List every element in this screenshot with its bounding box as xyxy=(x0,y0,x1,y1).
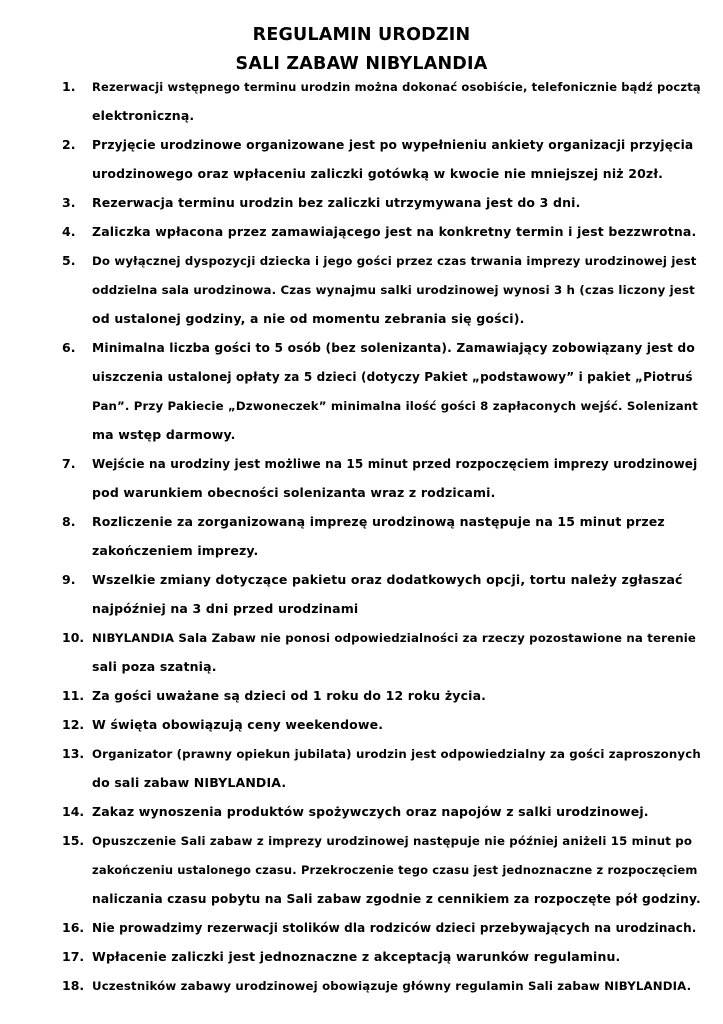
rule-text-line: Uczestników zabawy urodzinowej obowiązuje główny regulamin Sali zabaw NIBYLANDIA. xyxy=(92,979,692,993)
rule-text-line: uiszczenia ustalonej opłaty za 5 dzieci (dotyczy Pakiet „podstawowy” i pakiet „Piotruś xyxy=(92,370,693,384)
rule-number: 18. xyxy=(62,978,85,993)
rule-number: 6. xyxy=(62,340,76,355)
rule-number: 7. xyxy=(62,456,76,471)
rule-number: 3. xyxy=(62,195,76,210)
rule-text-line: najpóźniej na 3 dni przed urodzinami xyxy=(92,601,359,616)
rule-text-line: Za gości uważane są dzieci od 1 roku do 12 roku życia. xyxy=(92,688,487,703)
rule-number: 2. xyxy=(62,137,76,152)
rule-number: 5. xyxy=(62,253,76,268)
rule-number: 15. xyxy=(62,833,85,848)
rule-text-line: zakończeniem imprezy. xyxy=(92,543,259,558)
rule-text-line: od ustalonej godziny, a nie od momentu zebrania się gości). xyxy=(92,311,525,326)
rule-text-line: Zakaz wynoszenia produktów spożywczych oraz napojów z salki urodzinowej. xyxy=(92,804,649,819)
document-title: REGULAMIN URODZIN xyxy=(252,25,471,45)
rule-text-line: naliczania czasu pobytu na Sali zabaw zgodnie z cennikiem za rozpoczęte pół godziny. xyxy=(92,892,701,906)
rule-text-line: Wszelkie zmiany dotyczące pakietu oraz dodatkowych opcji, tortu należy zgłaszać xyxy=(92,572,683,587)
rule-number: 8. xyxy=(62,514,76,529)
rule-text-line: Zaliczka wpłacona przez zamawiającego jest na konkretny termin i jest bezzwrotna. xyxy=(92,224,697,239)
rule-text-line: pod warunkiem obecności solenizanta wraz z rodzicami. xyxy=(92,485,496,500)
rule-number: 10. xyxy=(62,630,85,645)
rule-text-line: Rezerwacji wstępnego terminu urodzin można dokonać osobiście, telefonicznie bądź pocztą xyxy=(92,80,701,94)
rule-text-line: NIBYLANDIA Sala Zabaw nie ponosi odpowiedzialności za rzeczy pozostawione na terenie xyxy=(92,631,697,645)
rule-text-line: Pan”. Przy Pakiecie „Dzwoneczek” minimalna ilość gości 8 zapłaconych wejść. Solenizant xyxy=(92,399,699,413)
document-subtitle: SALI ZABAW NIBYLANDIA xyxy=(235,54,488,74)
rule-number: 14. xyxy=(62,804,85,819)
rule-number: 11. xyxy=(62,688,85,703)
rule-text-line: urodzinowego oraz wpłaceniu zaliczki gotówką w kwocie nie mniejszej niż 20zł. xyxy=(92,166,664,181)
rule-text-line: Organizator (prawny opiekun jubilata) urodzin jest odpowiedzialny za gości zaproszonych xyxy=(92,747,701,761)
rule-text-line: Wpłacenie zaliczki jest jednoznaczne z akceptacją warunków regulaminu. xyxy=(92,949,621,964)
rule-text-line: do sali zabaw NIBYLANDIA. xyxy=(92,775,287,790)
rule-number: 1. xyxy=(62,79,76,94)
rule-number: 4. xyxy=(62,224,76,239)
rule-text-line: oddzielna sala urodzinowa. Czas wynajmu salki urodzinowej wynosi 3 h (czas liczony jest xyxy=(92,283,695,297)
rule-text-line: Rezerwacja terminu urodzin bez zaliczki utrzymywana jest do 3 dni. xyxy=(92,195,581,210)
rule-text-line: Do wyłącznej dyspozycji dziecka i jego gości przez czas trwania imprezy urodzinowej jest xyxy=(92,254,697,268)
rule-number: 16. xyxy=(62,920,85,935)
rule-number: 17. xyxy=(62,949,85,964)
rule-text-line: Nie prowadzimy rezerwacji stolików dla rodziców dzieci przebywających na urodzinach. xyxy=(92,921,697,935)
rule-text-line: elektroniczną. xyxy=(92,108,195,123)
rule-text-line: W święta obowiązują ceny weekendowe. xyxy=(92,717,384,732)
rule-text-line: sali poza szatnią. xyxy=(92,659,217,674)
rule-number: 13. xyxy=(62,746,85,761)
rule-text-line: Opuszczenie Sali zabaw z imprezy urodzinowej następuje nie później aniżeli 15 minut po xyxy=(92,834,693,848)
rule-number: 9. xyxy=(62,572,76,587)
rule-text-line: Przyjęcie urodzinowe organizowane jest po wypełnieniu ankiety organizacji przyjęcia xyxy=(92,138,694,152)
rule-text-line: Rozliczenie za zorganizowaną imprezę urodzinową następuje na 15 minut przez xyxy=(92,514,665,529)
rule-text-line: Wejście na urodziny jest możliwe na 15 minut przed rozpoczęciem imprezy urodzinowej xyxy=(92,457,698,471)
rule-number: 12. xyxy=(62,717,85,732)
rule-text-line: Minimalna liczba gości to 5 osób (bez solenizanta). Zamawiający zobowiązany jest do xyxy=(92,341,695,355)
rule-text-line: ma wstęp darmowy. xyxy=(92,427,236,442)
rule-text-line: zakończeniu ustalonego czasu. Przekroczenie tego czasu jest jednoznaczne z rozpoczęciem xyxy=(92,863,698,877)
